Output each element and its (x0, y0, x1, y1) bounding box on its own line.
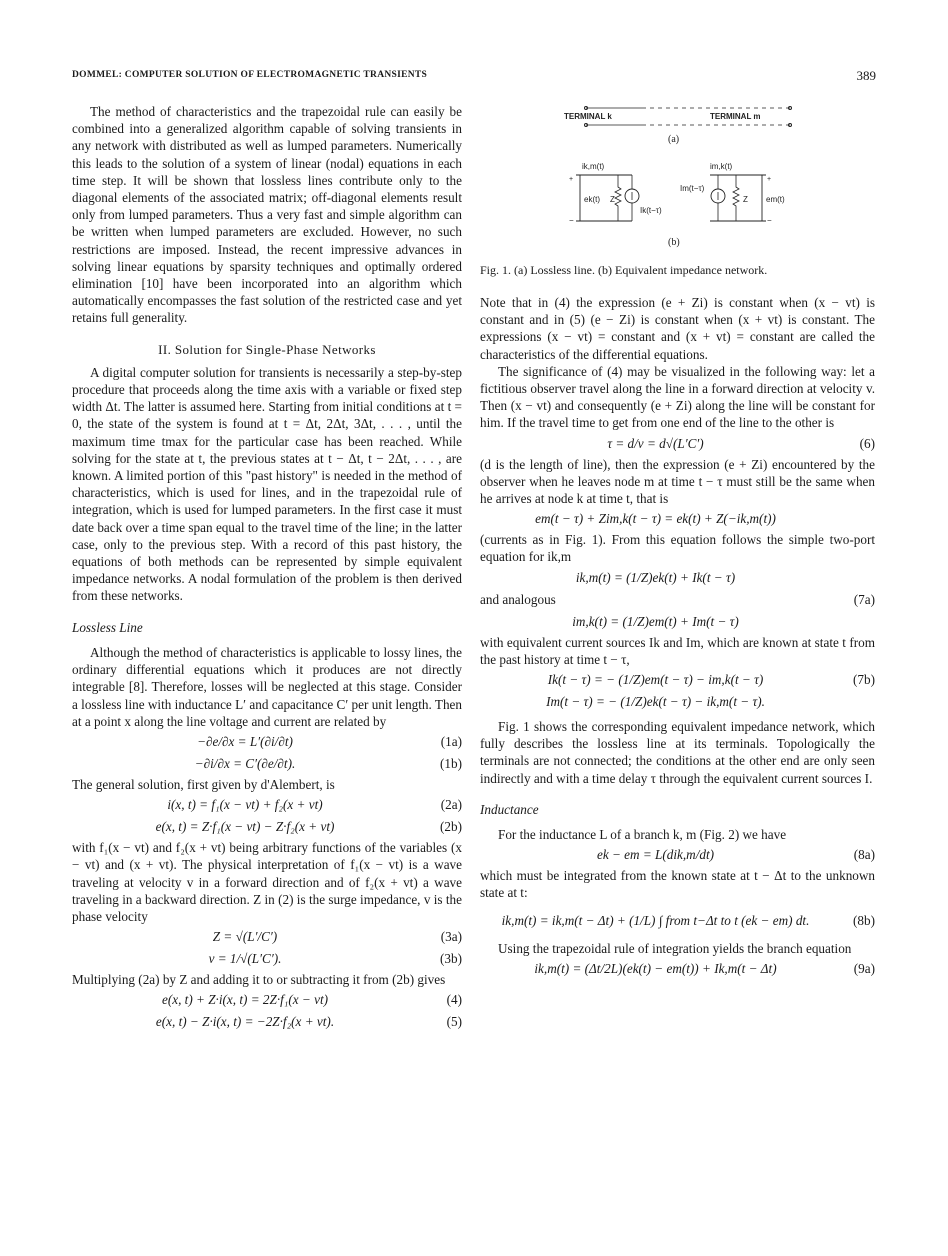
running-title: DOMMEL: COMPUTER SOLUTION OF ELECTROMAGNETIC TRANSIENTS (72, 70, 428, 80)
paragraph-note: Note that in (4) the expression (e + Zi) is constant when (x − vt) is constant and in (5) (e − Zi) is constant when (x + vt) is constant. The expressions (x − vt) = constant and (x + vt) = constant are called the characteristics of the differential equations. (480, 295, 875, 362)
equation-8b-formula: ik,m(t) = ik,m(t − Δt) + (1/L) ∫ from t−Δt to t (ek − em) dt. (501, 912, 810, 928)
equation-1a (72, 732, 462, 752)
paragraph-multiplying: Multiplying (2a) by Z and adding it to or subtracting it from (2b) gives (72, 972, 446, 988)
paragraph-analogous: and analogous (480, 591, 556, 607)
source-im-label: Im(t−τ) (680, 184, 705, 193)
equation-2b-number: (2b) (440, 819, 462, 835)
paragraph-sources: with equivalent current sources Ik and Im, which are known at state t from the past history at time t − τ, (480, 634, 875, 667)
paragraph-currents: (currents as in Fig. 1). From this equation follows the simple two-port equation for ik,m (480, 532, 875, 565)
figure-1-caption: Fig. 1. (a) Lossless line. (b) Equivalent impedance network. (480, 263, 768, 277)
equation-observer (480, 509, 875, 529)
impedance-z-right-label: Z (743, 195, 748, 204)
paragraph-fig1-description: Fig. 1 shows the corresponding equivalent impedance network, which fully describes the lossless line at its terminals. Topologically the terminals are not connected; the conditions at the other end are only seen indirectly and with a time delay τ through the equivalent current sources I. (480, 719, 875, 786)
equation-6 (480, 434, 875, 454)
equation-7a-first (480, 568, 875, 588)
figure-1-diagram (560, 103, 800, 253)
source-ik-label: Ik(t−τ) (640, 206, 662, 215)
paragraph-lossless: Although the method of characteristics is applicable to lossy lines, the ordinary differential equations which it produces are not directly integrable [8]. Therefore, losses will be neglected at this stage. Consider a lossless line with inductance L′ and capacitance C′ per unit length. Then at a point x along the line voltage and current are related by (72, 644, 462, 729)
running-header (72, 70, 876, 86)
equation-8a (480, 845, 875, 865)
terminal-m-label: TERMINAL m (710, 112, 761, 121)
section-title: II. Solution for Single-Phase Networks (158, 341, 376, 357)
paragraph-d-length: (d is the length of line), then the expression (e + Zi) encountered by the observer when he leaves node m at time t − τ must still be the same when he arrives at node k at time t, that is (480, 456, 875, 507)
equation-1a-number: (1a) (440, 733, 462, 749)
equation-1b-formula: −∂i/∂x = C′(∂e/∂t). (194, 755, 296, 771)
current-ikm-label: ik,m(t) (582, 162, 605, 171)
right-column (480, 103, 875, 981)
equation-3a-number: (3a) (440, 929, 462, 945)
equation-7a-first-formula: ik,m(t) = (1/Z)ek(t) + Ik(t − τ) (575, 569, 736, 585)
equation-8b-number: (8b) (853, 912, 875, 928)
equation-8a-formula: ek − em = L(dik,m/dt) (596, 847, 715, 863)
terminal-k-label: TERMINAL k (564, 112, 612, 121)
equation-3b-formula: v = 1/√(L′C′). (208, 951, 282, 967)
figure-1 (480, 103, 875, 255)
equation-2a-number: (2a) (440, 797, 462, 813)
intro-paragraph: The method of characteristics and the trapezoidal rule can easily be combined into a generalized algorithm capable of solving transients in any network with distributed as well as lumped parameters. Numerically this leads to the solution of a system of linear (nodal) equations in each time step. It will be shown that lossless lines contribute only to the diagonal elements of the associated matrix; off-diagonal elements result only from lumped parameters. Thus a very fast and simple algorithm can be written when lumped parameters are excluded. However, no such restrictions are imposed. Instead, the recent impressive advances in solving linear equations by sparsity techniques and optimally ordered elimination [10] have been incorporated into an algorithm which automatically encompasses the fast solution of the restricted case and yet retains full generality. (72, 104, 462, 326)
voltage-em-label: em(t) (766, 195, 785, 204)
equation-7a-second (480, 612, 875, 632)
equation-2a (72, 795, 462, 815)
equation-2b-formula: e(x, t) = Z·f₁(x − vt) − Z·f₂(x + vt) (155, 819, 335, 835)
subheading-lossless-line: Lossless Line (72, 619, 143, 635)
equation-3a (72, 927, 462, 947)
equation-1a-formula: −∂e/∂x = L′(∂i/∂t) (197, 733, 293, 749)
impedance-z-left (615, 183, 621, 213)
paragraph-integrated: which must be integrated from the known state at t − Δt to the unknown state at t: (480, 868, 875, 901)
paragraph-trapezoidal: Using the trapezoidal rule of integration yields the branch equation (498, 940, 852, 956)
equation-5 (72, 1012, 462, 1032)
right-minus-sign: − (767, 216, 772, 225)
equation-observer-formula: em(t − τ) + Zim,k(t − τ) = ek(t) + Z(−ik,m(t)) (535, 511, 776, 527)
figure-label-b: (b) (668, 237, 680, 248)
equation-2b (72, 817, 462, 837)
equation-3a-formula: Z = √(L′/C′) (212, 929, 278, 945)
paragraph-digital-solution: A digital computer solution for transients is necessarily a step-by-step procedure that proceeds along the time axis with a variable or fixed step width Δt. The latter is assumed here. Starting from initial conditions at t = 0, the state of the system is found at t = Δt, 2Δt, 3Δt, . . . , until the maximum time tmax for the particular case has been reached. While solving for the state at t, the previous states at t − Δt, t − 2Δt, . . . , are known. A limited portion of this "past history" is needed in the method of characteristics, which is used for lines, and in the trapezoidal rule of integration, which is used for lumped parameters. In the first case it must date back over a time span equal to the travel time of the line; in the latter case, only to the previous step. With a record of this past history, the equations of both methods can be represented by simple equivalent impedance networks. A nodal formulation of the problem is then derived from these networks. (72, 364, 462, 604)
equation-1b-number: (1b) (440, 755, 462, 771)
equation-9a-formula: ik,m(t) = (Δt/2L)(ek(t) − em(t)) + Ik,m(t − Δt) (534, 960, 777, 976)
voltage-ek-label: ek(t) (584, 195, 600, 204)
page-number: 389 (856, 68, 876, 83)
impedance-z-left-label: Z (610, 195, 615, 204)
equation-1b (72, 754, 462, 774)
equation-7a-label-row (480, 590, 875, 610)
left-minus-sign: − (569, 216, 574, 225)
left-plus-sign: + (569, 176, 574, 183)
equation-7a-number: (7a) (853, 591, 875, 607)
paragraph-significance: The significance of (4) may be visualized in the following way: let a fictitious observer travel along the line in a forward direction at velocity v. Then (x − vt) and consequently (e + Zi) along the line will be constant for him. If the travel time to get from one end of the line to the other is (480, 363, 875, 431)
equation-9a (480, 959, 875, 979)
equation-7b-second (480, 692, 875, 712)
equation-7b-number: (7b) (853, 672, 875, 688)
subheading-inductance: Inductance (480, 801, 539, 817)
equation-3b-number: (3b) (440, 951, 462, 967)
equation-8b (480, 904, 875, 938)
equation-7b-first-formula: Ik(t − τ) = − (1/Z)em(t − τ) − im,k(t − τ) (547, 672, 764, 688)
impedance-z-right (733, 183, 739, 213)
equation-4-number: (4) (446, 992, 462, 1008)
equation-6-formula: τ = d/v = d√(L′C′) (607, 435, 704, 451)
equation-5-formula: e(x, t) − Z·i(x, t) = −2Z·f₂(x + vt). (155, 1014, 335, 1030)
equation-5-number: (5) (446, 1014, 462, 1030)
equation-9a-number: (9a) (853, 960, 875, 976)
equation-2a-formula: i(x, t) = f₁(x − vt) + f₂(x + vt) (167, 797, 323, 813)
paragraph-general-solution: The general solution, first given by d'Alembert, is (72, 776, 335, 792)
paragraph-with-functions: with f₁(x − vt) and f₂(x + vt) being arbitrary functions of the variables (x − vt) and (x + vt). The physical interpretation of f₁(x − vt) is a wave traveling at velocity v in a forward direction and of f₂(x + vt) a wave traveling in a backward direction. Z in (2) is the surge impedance, v is the phase velocity (72, 840, 462, 924)
equation-7b-second-formula: Im(t − τ) = − (1/Z)ek(t − τ) − ik,m(t − τ). (546, 694, 765, 710)
left-column (72, 103, 462, 1034)
paragraph-inductance: For the inductance L of a branch k, m (Fig. 2) we have (498, 827, 787, 843)
equation-8a-number: (8a) (853, 847, 875, 863)
equation-3b (72, 949, 462, 969)
equation-4-formula: e(x, t) + Z·i(x, t) = 2Z·f₁(x − vt) (161, 992, 329, 1008)
equation-7b-first (480, 670, 875, 690)
equation-7a-second-formula: im,k(t) = (1/Z)em(t) + Im(t − τ) (572, 613, 739, 629)
current-imk-label: im,k(t) (710, 162, 733, 171)
figure-label-a: (a) (668, 134, 680, 145)
right-plus-sign: + (767, 176, 772, 183)
equation-4 (72, 990, 462, 1010)
equation-6-number: (6) (859, 435, 875, 451)
